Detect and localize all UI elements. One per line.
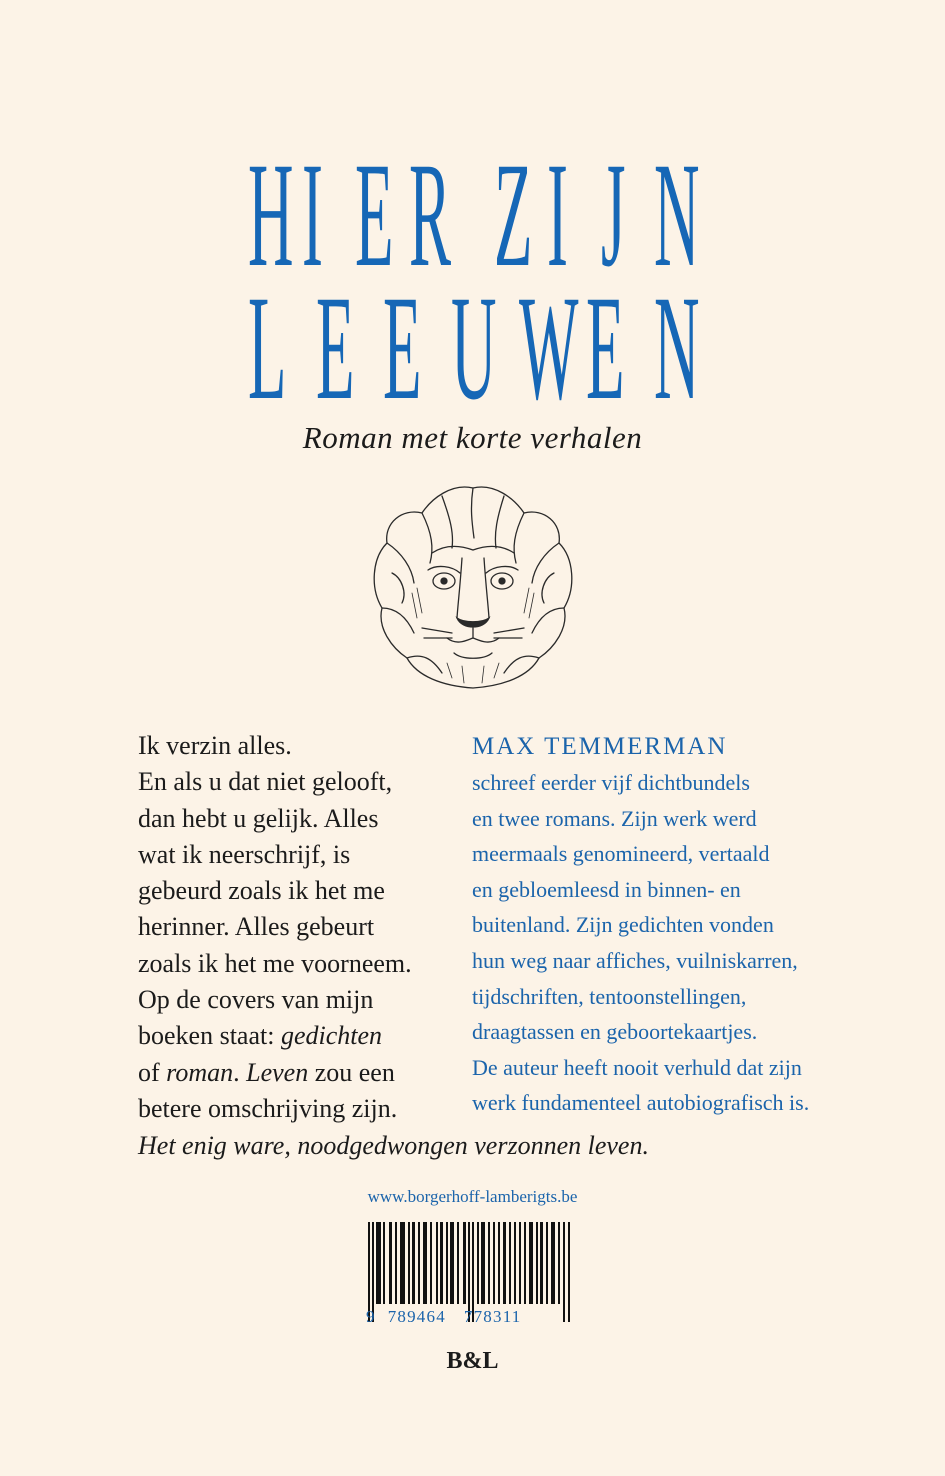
blurb-text-span: gebeurd zoals ik het me — [138, 876, 385, 906]
title-letter: J — [600, 132, 626, 298]
bio-line: draagtassen en geboortekaartjes. — [472, 1019, 758, 1045]
bio-line: meermaals genomineerd, vertaald — [472, 841, 770, 867]
title-letter: N — [653, 265, 700, 431]
bio-line: De auteur heeft nooit verhuld dat zijn — [472, 1054, 802, 1080]
blurb-text-span: boeken staat: — [138, 1021, 281, 1051]
publisher-logo: B&L — [446, 1348, 499, 1374]
blurb-line — [138, 946, 458, 982]
title-letter: L — [248, 265, 287, 431]
subtitle: Roman met korte verhalen — [302, 420, 643, 455]
author-bio — [472, 730, 892, 1121]
blurb-text — [138, 728, 458, 1127]
blurb-line — [138, 909, 458, 945]
title-letter: E — [315, 265, 355, 431]
title-line-1 — [248, 132, 700, 298]
blurb-text-span: wat ik neerschrijf, is — [138, 839, 351, 869]
bio-line: werk fundamenteel autobiografisch is. — [472, 1090, 810, 1116]
bio-line: en gebloemleesd in binnen- en — [472, 876, 741, 902]
blurb-text-span: . — [233, 1057, 247, 1087]
blurb-italic-span: roman — [166, 1057, 234, 1087]
title-letter: E — [383, 265, 422, 431]
blurb-line — [138, 764, 458, 800]
bio-line: buitenland. Zijn gedichten vonden — [472, 912, 774, 938]
blurb-line — [138, 801, 458, 837]
blurb-text-span: Op de covers van mijn — [138, 985, 374, 1015]
blurb-text-span: En als u dat niet gelooft, — [138, 767, 393, 797]
title-letter: I — [547, 132, 568, 298]
blurb-line — [138, 837, 458, 873]
blurb-text-span: Ik verzin alles. — [138, 731, 292, 760]
title-letter: E — [586, 265, 625, 431]
title-letter: H — [248, 132, 294, 298]
blurb-line — [138, 1055, 458, 1091]
title-letter: N — [654, 132, 700, 298]
blurb-italic-span: gedichten — [280, 1021, 383, 1051]
isbn-number — [366, 1307, 521, 1327]
blurb-line — [138, 982, 458, 1018]
blurb-italic-span: Leven — [246, 1057, 309, 1087]
blurb-line — [138, 873, 458, 909]
bio-line: en twee romans. Zijn werk werd — [472, 805, 757, 831]
author-name: MAX TEMMERMAN — [472, 733, 728, 760]
blurb-line — [138, 728, 458, 764]
blurb-line — [138, 1018, 458, 1054]
blurb-line — [138, 1091, 458, 1127]
title-letter: Z — [493, 132, 532, 298]
blurb-text-span: dan hebt u gelijk. Alles — [138, 803, 379, 833]
blurb-text-span: betere omschrijving zijn. — [138, 1093, 398, 1123]
bio-line: schreef eerder vijf dichtbundels — [472, 770, 750, 795]
title-space — [462, 140, 471, 270]
title-letter: R — [408, 132, 451, 298]
blurb-text-span: herinner. Alles gebeurt — [138, 912, 375, 942]
title-letter: U — [450, 265, 497, 431]
title-letter: I — [301, 132, 323, 298]
isbn-prefix: 9 — [366, 1307, 376, 1326]
isbn-right-group: 778311 — [463, 1307, 522, 1326]
title-line-2 — [248, 265, 700, 431]
blurb-closing-line: Het enig ware, noodgedwongen verzonnen leven. — [138, 1131, 649, 1160]
title-letter: W — [518, 265, 579, 431]
isbn-left-group: 789464 — [387, 1307, 446, 1326]
bio-line: hun weg naar affiches, vuilniskarren, — [472, 947, 798, 973]
blurb-text-span: zou een — [308, 1057, 395, 1087]
bio-line: tijdschriften, tentoonstellingen, — [472, 983, 747, 1009]
title-letter: E — [355, 132, 394, 298]
blurb-text-span: zoals ik het me voorneem. — [138, 948, 412, 978]
lion-head-illustration — [362, 478, 584, 693]
blurb-text-span: of — [138, 1057, 167, 1087]
publisher-website[interactable]: www.borgerhoff-lamberigts.be — [367, 1187, 578, 1206]
